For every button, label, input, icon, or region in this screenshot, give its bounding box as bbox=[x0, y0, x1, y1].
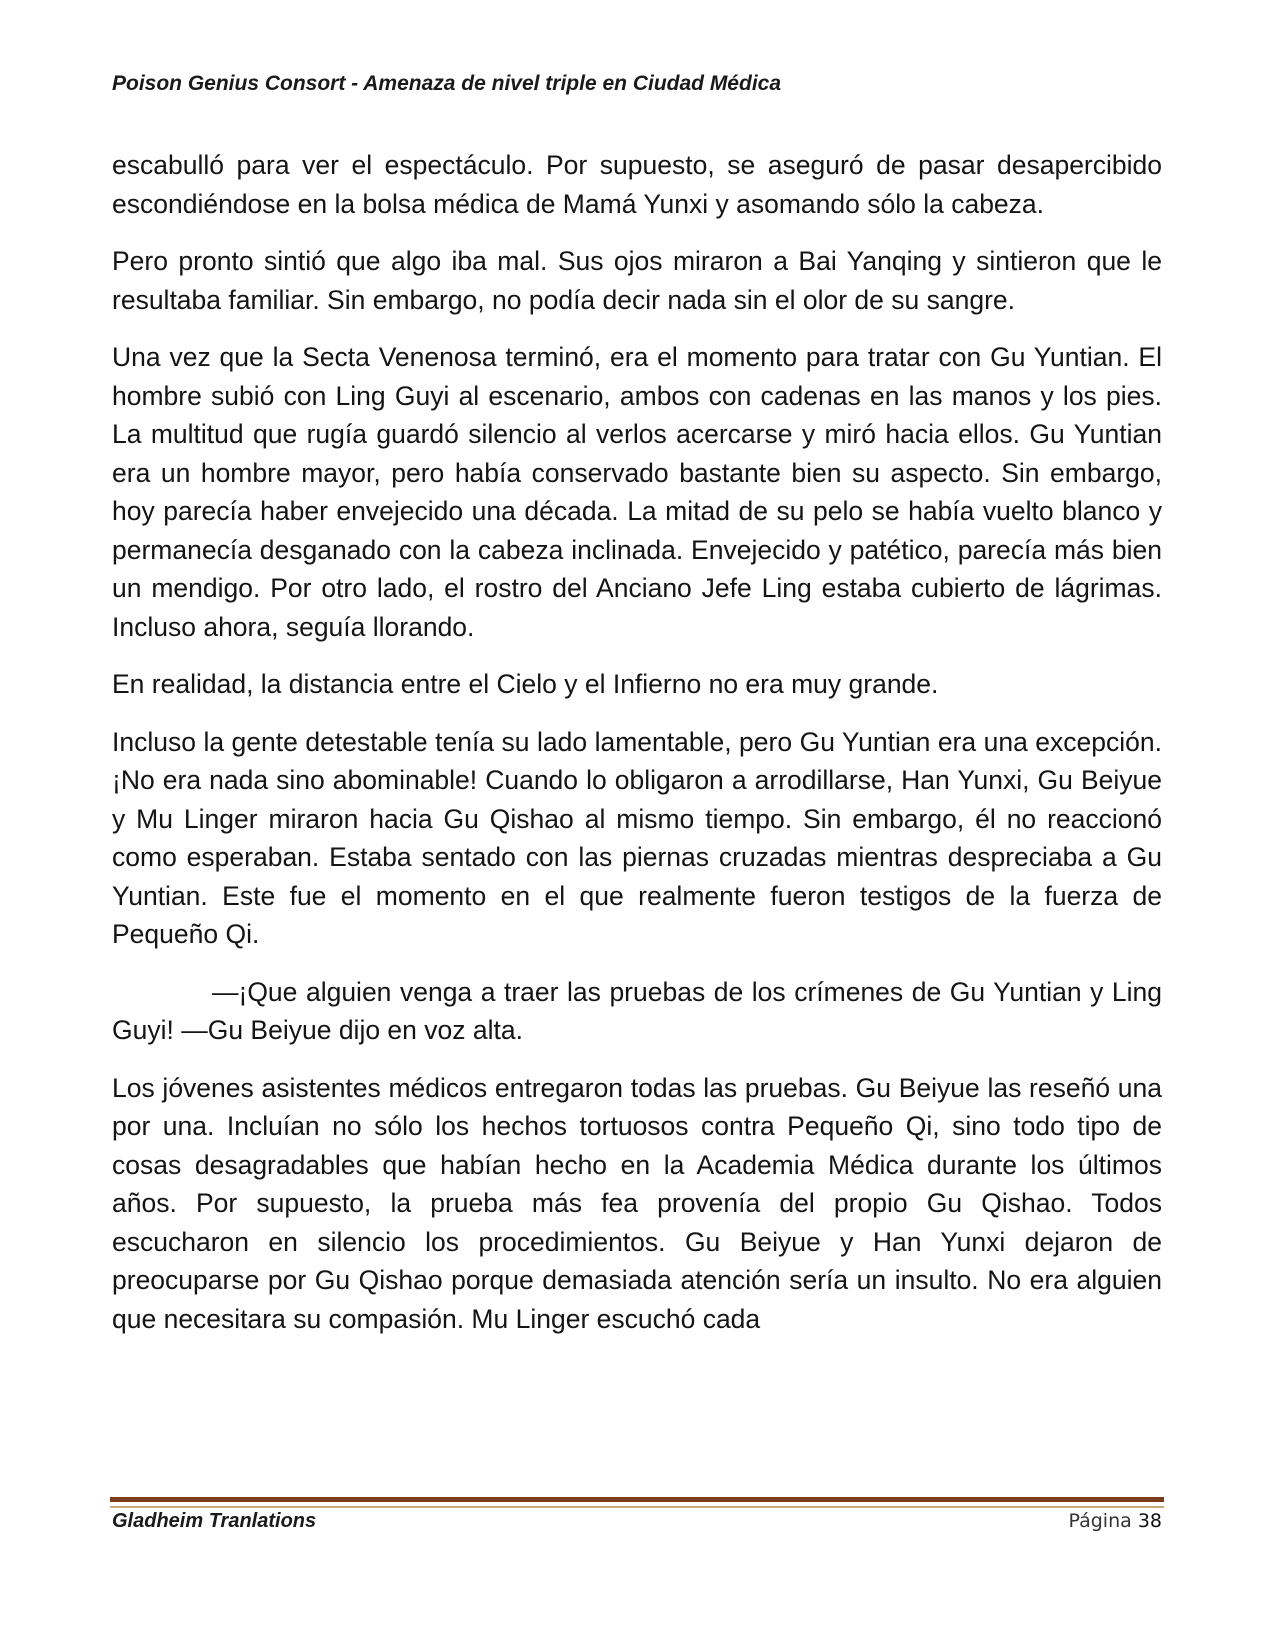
paragraph-5: Incluso la gente detestable tenía su lado lamentable, pero Gu Yuntian era una excepción. ¡No era nada sino abominable! Cuando lo obligaron a arrodillarse, Han Yunxi, Gu Beiyue y Mu Linger miraron hacia Gu Qishao al mismo tiempo. Sin embargo, él no reaccionó como esperaban. Estaba sentado con las piernas cruzadas mientras despreciaba a Gu Yuntian. Este fue el momento en el que realmente fueron testigos de la fuerza de Pequeño Qi. bbox=[112, 726, 1162, 949]
paragraph-1: escabulló para ver el espectáculo. Por supuesto, se aseguró de pasar desapercibido escondiéndose en la bolsa médica de Mamá Yunxi y asomando sólo la cabeza. bbox=[112, 150, 1162, 219]
page-header-title: Poison Genius Consort - Amenaza de nivel triple en Ciudad Médica bbox=[112, 72, 782, 95]
page-number-value: 38 bbox=[1137, 1510, 1162, 1532]
paragraph-3: Una vez que la Secta Venenosa terminó, era el momento para tratar con Gu Yuntian. El hombre subió con Ling Guyi al escenario, ambos con cadenas en las manos y los pies. La multitud que rugía guardó silencio al verlos acercarse y miró hacia ellos. Gu Yuntian era un hombre mayor, pero había conservado bastante bien su aspecto. Sin embargo, hoy parecía haber envejecido una década. La mitad de su pelo se había vuelto blanco y permanecía desganado con la cabeza inclinada. Envejecido y patético, parecía más bien un mendigo. Por otro lado, el rostro del Anciano Jefe Ling estaba cubierto de lágrimas. Incluso ahora, seguía llorando. bbox=[112, 342, 1162, 642]
page-number bbox=[1068, 1510, 1162, 1532]
footer-translator-credit: Gladheim Tranlations bbox=[112, 1510, 317, 1532]
page-label: Página bbox=[1068, 1510, 1132, 1532]
paragraph-2: Pero pronto sintió que algo iba mal. Sus ojos miraron a Bai Yanqing y sintieron que le resultaba familiar. Sin embargo, no podía decir nada sin el olor de su sangre. bbox=[112, 246, 1162, 315]
paragraph-6-dialogue: —¡Que alguien venga a traer las pruebas de los crímenes de Gu Yuntian y Ling Guyi! —Gu Beiyue dijo en voz alta. bbox=[112, 976, 1162, 1045]
footer-divider bbox=[110, 1497, 1164, 1502]
paragraph-7: Los jóvenes asistentes médicos entregaron todas las pruebas. Gu Beiyue las reseñó una por una. Incluían no sólo los hechos tortuosos contra Pequeño Qi, sino todo tipo de cosas desagradables que habían hecho en la Academia Médica durante los últimos años. Por supuesto, la prueba más fea provenía del propio Gu Qishao. Todos escucharon en silencio los procedimientos. Gu Beiyue y Han Yunxi dejaron de preocuparse por Gu Qishao porque demasiada atención sería un insulto. No era alguien que necesitara su compasión. Mu Linger escuchó cada bbox=[112, 1072, 1162, 1334]
document-body bbox=[112, 146, 1162, 1357]
paragraph-4: En realidad, la distancia entre el Cielo y el Infierno no era muy grande. bbox=[112, 669, 939, 699]
